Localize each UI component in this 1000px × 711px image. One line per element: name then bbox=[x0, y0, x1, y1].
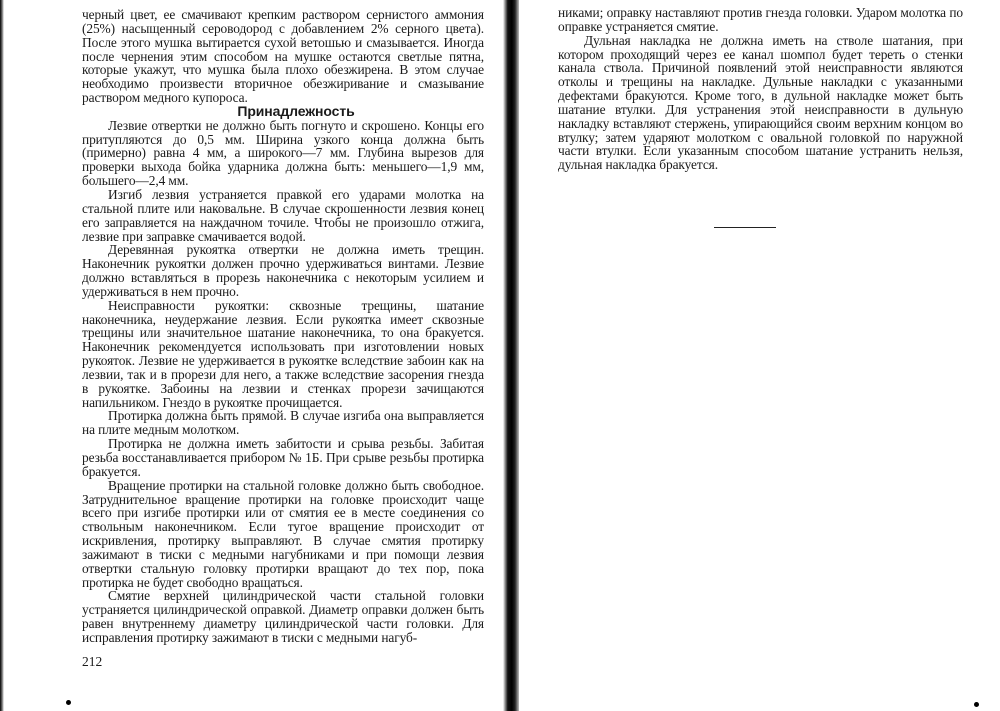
paragraph: Изгиб лезвия устраняется правкой его ударами молотка на стальной плите или наковальне. В случае скрошенности лезвия конец его заправляется на наждачном точиле. Чтобы не произошло отжига, лезвие при заправке смачивается водой. bbox=[82, 186, 484, 244]
paragraph: Лезвие отвертки не должно быть погнуто и скрошено. Концы его притупляются до 0,5 мм. Ширина узкого конца должна быть (примерно) равна 4 мм, а широкого—7 мм. Глубина вырезов для проверки выхода бойка ударника должна быть: меньшего—1,9 мм, большего—2,4 мм. bbox=[82, 117, 484, 189]
paragraph: Дульная накладка не должна иметь на стволе шатания, при котором проходящий через ее канал шомпол будет тереть о стенки канала ствола. Причиной появлений этой неисправности являются отколы и трещины на накладке. Дульные накладки с указанными дефектами бракуются. Кроме того, в дульной накладке может быть шатание втулки. Для устранения этой неисправности в дульную накладку вставляют стержень, упирающийся своим верхним концом во втулку; затем ударяют молотком с овальной головкой по наружной части втулки. Если указанным способом шатание устранить нельзя, дульная накладка бракуется. bbox=[558, 32, 963, 173]
scan-speck bbox=[974, 702, 979, 707]
paragraph: Протирка должна быть прямой. В случае изгиба она выправляется на плите медным молотком. bbox=[82, 408, 484, 438]
scan-shadow-left bbox=[0, 0, 4, 711]
paragraph: никами; оправку наставляют против гнезда головки. Ударом молотка по оправке устраняется смятие. bbox=[558, 5, 963, 34]
paragraph: Протирка не должна иметь забитости и срыва резьбы. Забитая резьба восстанавливается прибором № 1Б. При срыве резьбы протирка бракуется. bbox=[82, 436, 484, 479]
paragraph: Смятие верхней цилиндрической части стальной головки устраняется цилиндрической оправкой. Диаметр оправки должен быть равен внутреннему диаметру цилиндрической части головки. Для исправления протирку зажимают в тиски с медными нагуб- bbox=[82, 588, 484, 645]
paragraph: Деревянная рукоятка отвертки не должна иметь трещин. Наконечник рукоятки должен прочно удерживаться винтами. Лезвие должно вставляться в прорезь наконечника с некоторым усилием и удерживаться в нем прочно. bbox=[82, 242, 484, 299]
left-page-text bbox=[82, 8, 484, 645]
paragraph: Вращение протирки на стальной головке должно быть свободное. Затруднительное вращение протирки на головке происходит чаще всего при изгибе протирки или от смятия ее в месте соединения со ствольным наконечником. Если тугое вращение происходит от искривления, протирку выправляют. В случае смятия протирку зажимают в тиски с медными нагубниками и при помощи лезвия отвертки стальную головку протирки вращают до тех пор, пока протирка не будет свободно вращаться. bbox=[82, 477, 484, 590]
paragraph: черный цвет, ее смачивают крепким раствором сернистого аммония (25%) насыщенный сероводород с добавлением 2% серного цвета). После этого мушка вытирается сухой ветошью и смазывается. Иногда после чернения этим способом на мушке остаются светлые пятна, которые укажут, что мушка была плохо обезжирена. В этом случае необходимо произвести вторичное обезжиривание и смазывание раствором медного купороса. bbox=[82, 7, 484, 106]
end-of-section-rule bbox=[714, 227, 776, 228]
page-number: 212 bbox=[82, 654, 103, 669]
paragraph: Неисправности рукоятки: сквозные трещины, шатание наконечника, неудержание лезвия. Если рукоятка имеет сквозные трещины или значительное шатание наконечника, то она бракуется. Наконечник рекомендуется использовать при изготовлении новых рукояток. Лезвие не удерживается в рукоятке вследствие забоин как на лезвии, так и в прорези для него, а также вследствие засорения гнезда в рукоятке. Забоины на лезвии и стенках прорези зачищаются напильником. Гнездо в рукоятке прочищается. bbox=[82, 297, 484, 410]
book-gutter bbox=[503, 0, 519, 711]
right-page bbox=[518, 0, 1000, 711]
scan-speck bbox=[66, 700, 71, 705]
section-heading: Принадлежность bbox=[237, 102, 355, 119]
right-page-text bbox=[558, 6, 963, 172]
